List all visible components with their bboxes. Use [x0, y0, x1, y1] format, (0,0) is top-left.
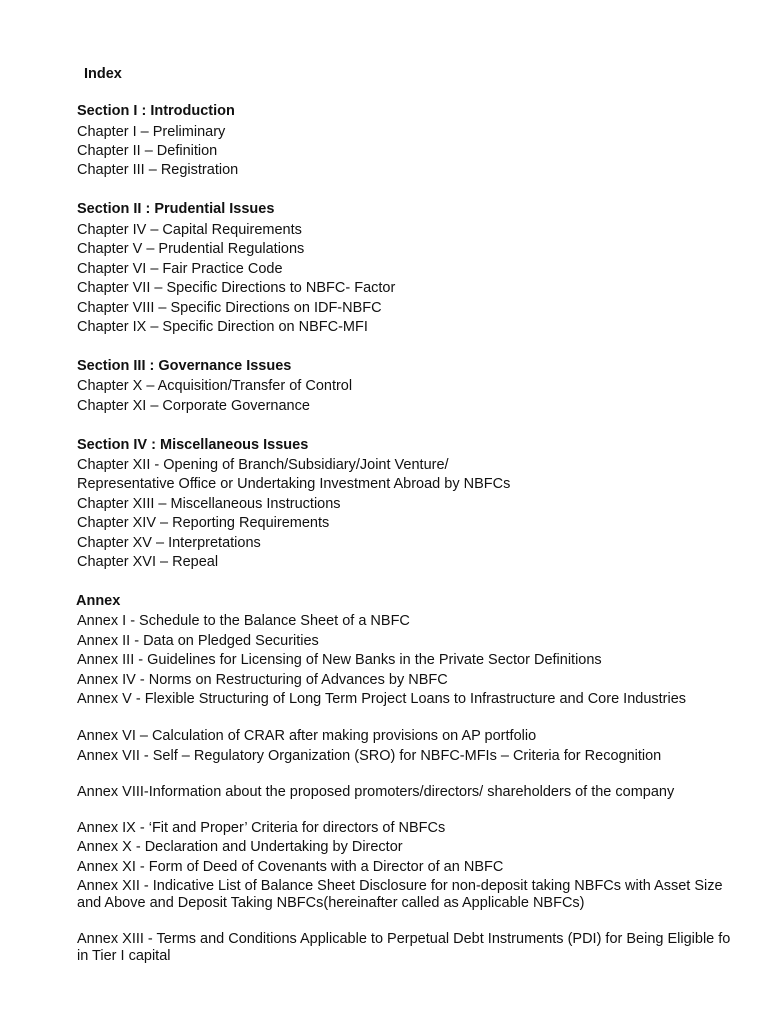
- chapter-entry: Chapter VII – Specific Directions to NBFC- Factor: [77, 280, 396, 296]
- chapter-entry: Chapter II – Definition: [77, 143, 218, 159]
- annex-entry-continuation: in Tier I capital: [77, 948, 171, 964]
- annex-entry: Annex VIII-Information about the proposed promoters/directors/ shareholders of the company: [77, 784, 675, 800]
- index-title: Index: [84, 66, 122, 82]
- section-heading-miscellaneous: Section IV : Miscellaneous Issues: [77, 437, 309, 453]
- chapter-entry: Chapter I – Preliminary: [77, 124, 226, 140]
- chapter-entry: Chapter IX – Specific Direction on NBFC-MFI: [77, 319, 368, 335]
- annex-entry: Annex III - Guidelines for Licensing of New Banks in the Private Sector Definitions: [77, 652, 602, 668]
- annex-entry: Annex XIII - Terms and Conditions Applicable to Perpetual Debt Instruments (PDI) for Being Eligible fo: [77, 931, 731, 947]
- annex-entry: Annex I - Schedule to the Balance Sheet of a NBFC: [77, 613, 410, 629]
- chapter-entry: Chapter VI – Fair Practice Code: [77, 261, 283, 277]
- annex-entry: Annex II - Data on Pledged Securities: [77, 633, 319, 649]
- chapter-entry: Chapter XVI – Repeal: [77, 554, 219, 570]
- chapter-entry: Chapter XII - Opening of Branch/Subsidiary/Joint Venture/: [77, 457, 449, 473]
- chapter-entry: Chapter III – Registration: [77, 162, 239, 178]
- chapter-entry: Chapter VIII – Specific Directions on IDF-NBFC: [77, 300, 382, 316]
- chapter-entry: Chapter XIV – Reporting Requirements: [77, 515, 330, 531]
- chapter-entry: Chapter X – Acquisition/Transfer of Control: [77, 378, 353, 394]
- chapter-entry: Chapter IV – Capital Requirements: [77, 222, 302, 238]
- annex-entry: Annex XII - Indicative List of Balance Sheet Disclosure for non-deposit taking NBFCs with Asset Size: [77, 878, 723, 894]
- annex-entry: Annex XI - Form of Deed of Covenants with a Director of an NBFC: [77, 859, 504, 875]
- annex-entry: Annex IX - ‘Fit and Proper’ Criteria for directors of NBFCs: [77, 820, 446, 836]
- annex-entry: Annex VII - Self – Regulatory Organization (SRO) for NBFC-MFIs – Criteria for Recognition: [77, 748, 662, 764]
- annex-heading: Annex: [76, 593, 121, 609]
- chapter-entry: Chapter XI – Corporate Governance: [77, 398, 310, 414]
- annex-entry: Annex IV - Norms on Restructuring of Advances by NBFC: [77, 672, 448, 688]
- chapter-entry-continuation: Representative Office or Undertaking Investment Abroad by NBFCs: [77, 476, 511, 492]
- annex-entry-continuation: and Above and Deposit Taking NBFCs(hereinafter called as Applicable NBFCs): [77, 895, 585, 911]
- annex-entry: Annex V - Flexible Structuring of Long Term Project Loans to Infrastructure and Core Industries: [77, 691, 687, 707]
- chapter-entry: Chapter V – Prudential Regulations: [77, 241, 305, 257]
- chapter-entry: Chapter XIII – Miscellaneous Instructions: [77, 496, 341, 512]
- chapter-entry: Chapter XV – Interpretations: [77, 535, 261, 551]
- annex-entry: Annex VI – Calculation of CRAR after making provisions on AP portfolio: [77, 728, 537, 744]
- section-heading-governance: Section III : Governance Issues: [77, 358, 292, 374]
- section-heading-prudential: Section II : Prudential Issues: [77, 201, 275, 217]
- section-heading-introduction: Section I : Introduction: [77, 103, 235, 119]
- annex-entry: Annex X - Declaration and Undertaking by Director: [77, 839, 403, 855]
